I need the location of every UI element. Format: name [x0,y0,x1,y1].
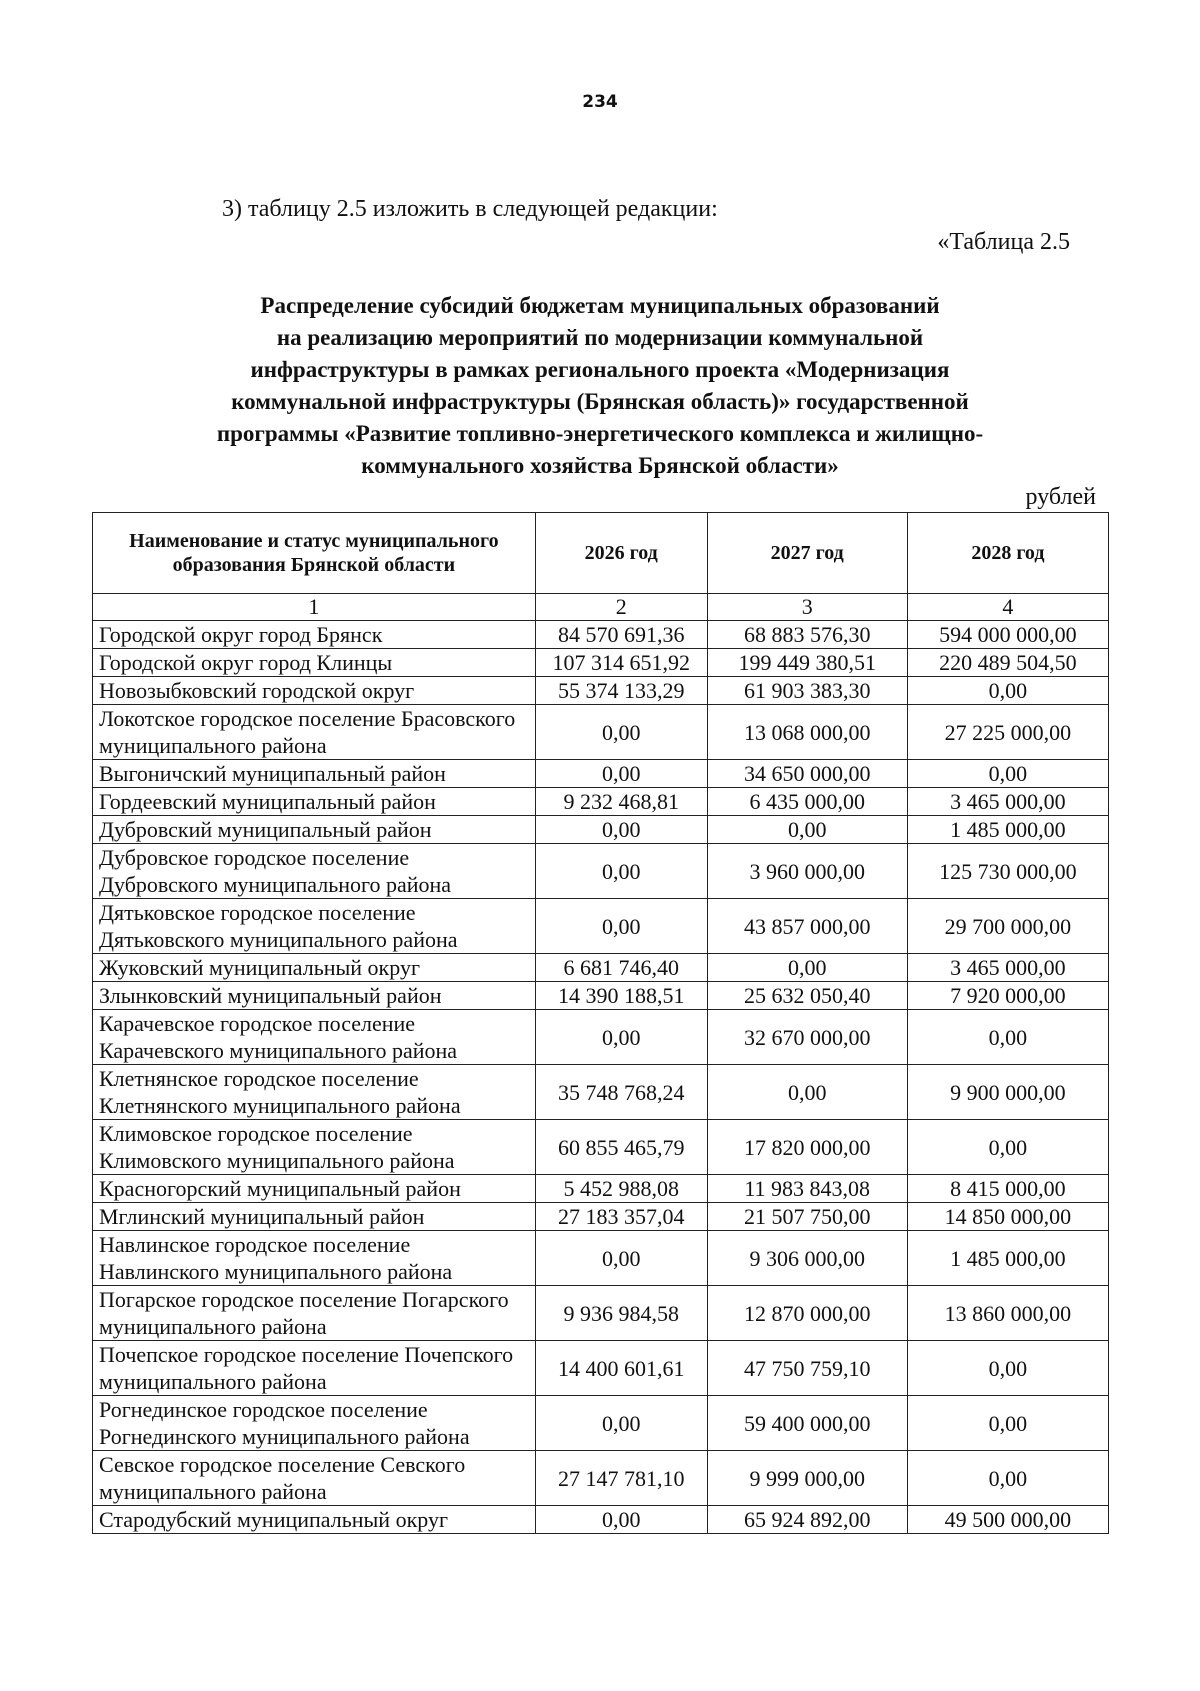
title-line: Распределение субсидий бюджетам муниципальных образований [260,293,940,318]
value-2026: 60 855 465,79 [535,1120,707,1175]
value-2026: 0,00 [535,844,707,899]
table-row [93,788,1109,816]
header-2028: 2028 год [907,513,1108,594]
table-row [93,1065,1109,1120]
column-number: 1 [93,594,536,621]
row-name: Погарское городское поселение Погарского муниципального района [93,1286,536,1341]
table-row [93,816,1109,844]
row-name: Жуковский муниципальный округ [93,954,536,982]
value-2026: 0,00 [535,760,707,788]
column-number-row [93,594,1109,621]
value-2026: 0,00 [535,816,707,844]
title-line: коммунального хозяйства Брянской области» [361,453,839,478]
value-2028: 3 465 000,00 [907,788,1108,816]
row-name: Дятьковское городское поселение Дятьковского муниципального района [93,899,536,954]
table-row [93,1396,1109,1451]
value-2026: 0,00 [535,1506,707,1534]
value-2027: 68 883 576,30 [707,621,907,649]
value-2027: 13 068 000,00 [707,705,907,760]
value-2026: 27 183 357,04 [535,1203,707,1231]
table-row [93,649,1109,677]
row-name: Дубровское городское поселение Дубровского муниципального района [93,844,536,899]
value-2027: 3 960 000,00 [707,844,907,899]
value-2027: 199 449 380,51 [707,649,907,677]
value-2027: 0,00 [707,1065,907,1120]
row-name: Дубровский муниципальный район [93,816,536,844]
value-2027: 12 870 000,00 [707,1286,907,1341]
row-name: Клетнянское городское поселение Клетнянского муниципального района [93,1065,536,1120]
value-2028: 0,00 [907,1341,1108,1396]
table-row [93,1451,1109,1506]
row-name: Климовское городское поселение Климовского муниципального района [93,1120,536,1175]
row-name: Стародубский муниципальный округ [93,1506,536,1534]
value-2028: 27 225 000,00 [907,705,1108,760]
header-row [93,513,1109,594]
header-2027: 2027 год [707,513,907,594]
title-line: инфраструктуры в рамках регионального проекта «Модернизация [250,357,950,382]
table-row [93,1341,1109,1396]
table-row [93,1506,1109,1534]
row-name: Почепское городское поселение Почепского муниципального района [93,1341,536,1396]
table-row [93,844,1109,899]
value-2028: 13 860 000,00 [907,1286,1108,1341]
value-2028: 594 000 000,00 [907,621,1108,649]
value-2028: 9 900 000,00 [907,1065,1108,1120]
value-2026: 14 390 188,51 [535,982,707,1010]
value-2027: 34 650 000,00 [707,760,907,788]
value-2026: 9 936 984,58 [535,1286,707,1341]
column-number: 4 [907,594,1108,621]
value-2027: 61 903 383,30 [707,677,907,705]
row-name: Выгоничский муниципальный район [93,760,536,788]
value-2028: 7 920 000,00 [907,982,1108,1010]
value-2028: 0,00 [907,677,1108,705]
value-2027: 0,00 [707,954,907,982]
value-2027: 43 857 000,00 [707,899,907,954]
subsidy-table [92,512,1109,1534]
value-2028: 49 500 000,00 [907,1506,1108,1534]
value-2027: 9 306 000,00 [707,1231,907,1286]
value-2026: 84 570 691,36 [535,621,707,649]
row-name: Севское городское поселение Севского муниципального района [93,1451,536,1506]
row-name: Локотское городское поселение Брасовского муниципального района [93,705,536,760]
header-2026: 2026 год [535,513,707,594]
row-name: Гордеевский муниципальный район [93,788,536,816]
value-2027: 25 632 050,40 [707,982,907,1010]
value-2027: 21 507 750,00 [707,1203,907,1231]
value-2026: 0,00 [535,705,707,760]
value-2028: 0,00 [907,1120,1108,1175]
value-2026: 0,00 [535,1396,707,1451]
value-2026: 107 314 651,92 [535,649,707,677]
table-row [93,1231,1109,1286]
table-title [120,290,1080,482]
table-row [93,1010,1109,1065]
value-2028: 1 485 000,00 [907,1231,1108,1286]
row-name: Навлинское городское поселение Навлинского муниципального района [93,1231,536,1286]
value-2027: 9 999 000,00 [707,1451,907,1506]
column-number: 3 [707,594,907,621]
value-2026: 55 374 133,29 [535,677,707,705]
value-2026: 0,00 [535,899,707,954]
value-2028: 0,00 [907,1396,1108,1451]
table-row [93,899,1109,954]
table-row [93,677,1109,705]
table-row [93,954,1109,982]
table-row [93,705,1109,760]
page-number: 234 [582,92,618,112]
row-name: Карачевское городское поселение Карачевского муниципального района [93,1010,536,1065]
row-name: Мглинский муниципальный район [93,1203,536,1231]
value-2027: 6 435 000,00 [707,788,907,816]
value-2028: 0,00 [907,1010,1108,1065]
table-row [93,982,1109,1010]
title-line: на реализацию мероприятий по модернизации коммунальной [276,325,924,350]
row-name: Городской округ город Клинцы [93,649,536,677]
title-line: программы «Развитие топливно-энергетического комплекса и жилищно- [216,421,984,446]
value-2026: 0,00 [535,1231,707,1286]
row-name: Злынковский муниципальный район [93,982,536,1010]
value-2028: 0,00 [907,1451,1108,1506]
table-row [93,621,1109,649]
value-2028: 220 489 504,50 [907,649,1108,677]
table-row [93,760,1109,788]
header-name: Наименование и статус муниципального образования Брянской области [93,513,536,594]
title-line: коммунальной инфраструктуры (Брянская область)» государственной [231,389,969,414]
value-2026: 6 681 746,40 [535,954,707,982]
value-2026: 5 452 988,08 [535,1175,707,1203]
value-2026: 0,00 [535,1010,707,1065]
column-number: 2 [535,594,707,621]
row-name: Рогнединское городское поселение Рогнединского муниципального района [93,1396,536,1451]
table-row [93,1286,1109,1341]
intro-text: 3) таблицу 2.5 изложить в следующей редакции: [222,196,718,222]
value-2027: 47 750 759,10 [707,1341,907,1396]
value-2026: 9 232 468,81 [535,788,707,816]
row-name: Городской округ город Брянск [93,621,536,649]
value-2026: 35 748 768,24 [535,1065,707,1120]
value-2027: 11 983 843,08 [707,1175,907,1203]
value-2028: 29 700 000,00 [907,899,1108,954]
value-2028: 3 465 000,00 [907,954,1108,982]
value-2027: 0,00 [707,816,907,844]
table-row [93,1175,1109,1203]
value-2027: 65 924 892,00 [707,1506,907,1534]
value-2028: 8 415 000,00 [907,1175,1108,1203]
table-row [93,1120,1109,1175]
units-label: рублей [1025,484,1096,510]
row-name: Красногорский муниципальный район [93,1175,536,1203]
value-2028: 14 850 000,00 [907,1203,1108,1231]
value-2026: 27 147 781,10 [535,1451,707,1506]
value-2027: 32 670 000,00 [707,1010,907,1065]
row-name: Новозыбковский городской округ [93,677,536,705]
value-2027: 59 400 000,00 [707,1396,907,1451]
table-label: «Таблица 2.5 [937,229,1070,255]
value-2028: 0,00 [907,760,1108,788]
value-2028: 125 730 000,00 [907,844,1108,899]
value-2027: 17 820 000,00 [707,1120,907,1175]
value-2028: 1 485 000,00 [907,816,1108,844]
value-2026: 14 400 601,61 [535,1341,707,1396]
table-row [93,1203,1109,1231]
